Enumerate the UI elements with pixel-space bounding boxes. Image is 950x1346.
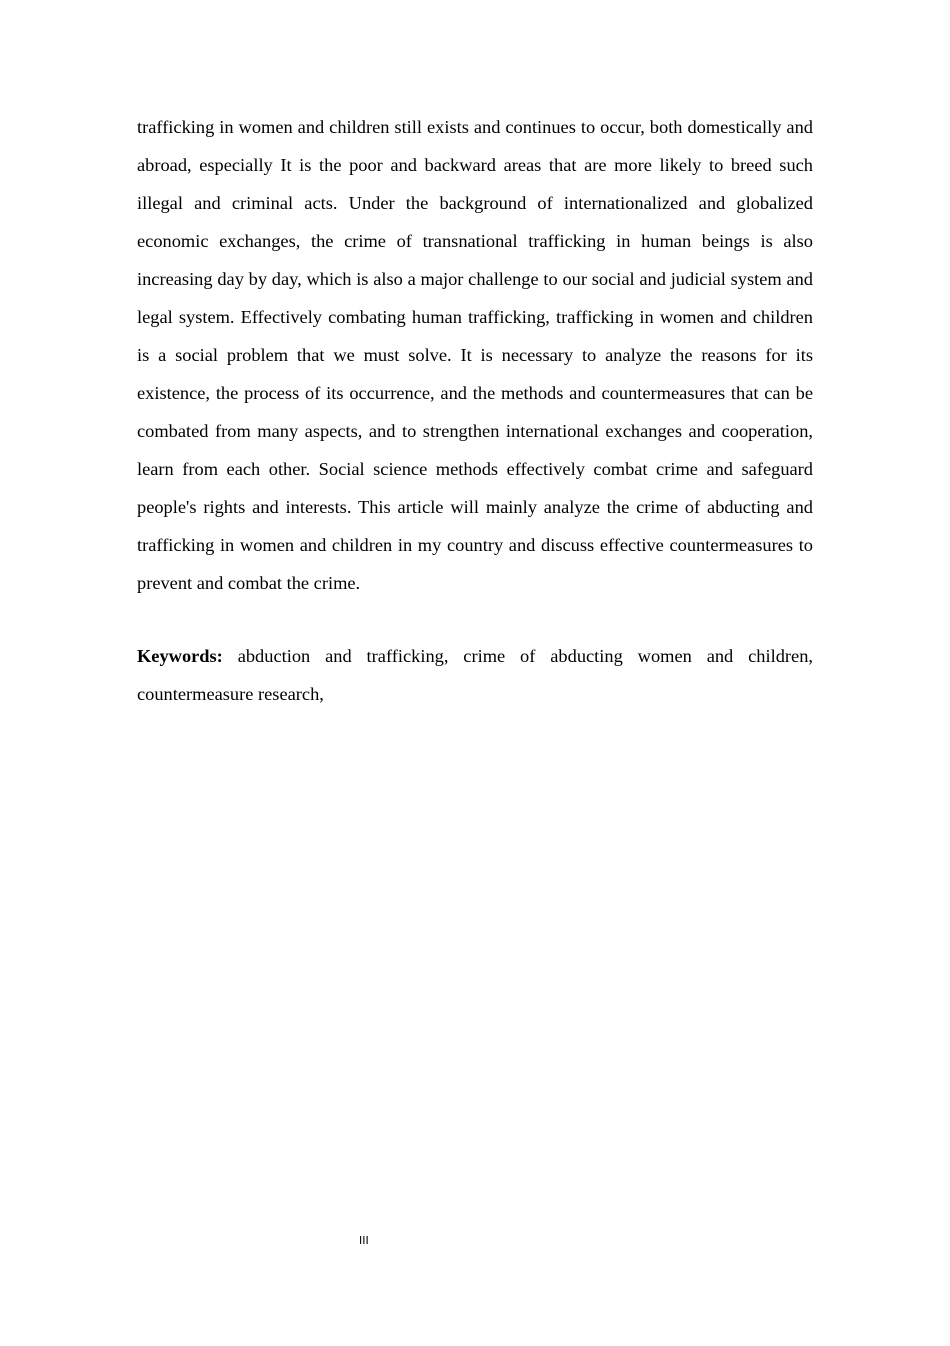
keywords-paragraph [137, 637, 813, 713]
keywords-label: Keywords: [137, 646, 223, 666]
page-number: III [359, 1234, 369, 1247]
keywords-text: abduction and trafficking, crime of abducting women and children, countermeasure research, [137, 646, 813, 704]
abstract-body-paragraph: trafficking in women and children still exists and continues to occur, both domestically and abroad, especially It is the poor and backward areas that are more likely to breed such illegal and criminal acts. Under the background of internationalized and globalized economic exchanges, the crime of transnational trafficking in human beings is also increasing day by day, which is also a major challenge to our social and judicial system and legal system. Effectively combating human trafficking, trafficking in women and children is a social problem that we must solve. It is necessary to analyze the reasons for its existence, the process of its occurrence, and the methods and countermeasures that can be combated from many aspects, and to strengthen international exchanges and cooperation, learn from each other. Social science methods effectively combat crime and safeguard people's rights and interests. This article will mainly analyze the crime of abducting and trafficking in women and children in my country and discuss effective countermeasures to prevent and combat the crime. [137, 117, 813, 593]
